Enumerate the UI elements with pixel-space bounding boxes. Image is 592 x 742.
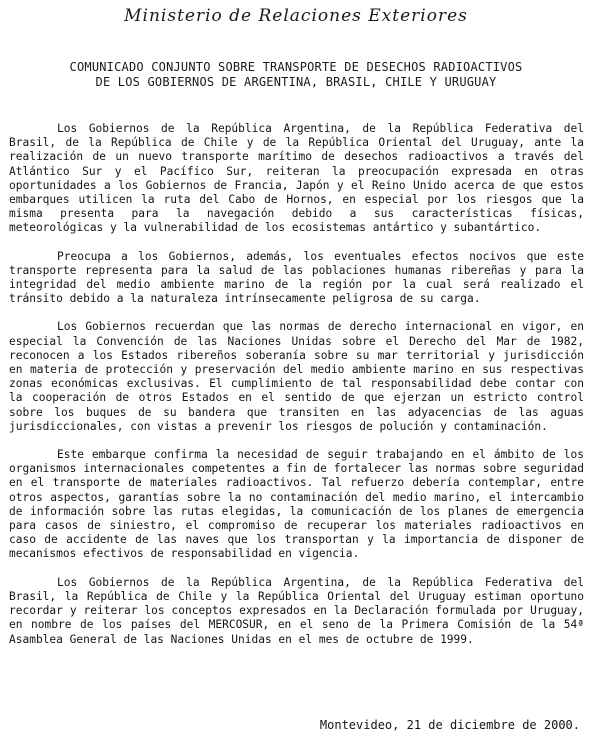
letterhead: Ministerio de Relaciones Exteriores — [124, 6, 468, 26]
paragraph-1: Los Gobiernos de la República Argentina, de la República Federativa del Brasil, de la República de Chile y de la República Oriental del Uruguay, ante la realización de un nuevo transporte marítimo de desechos radioactivos a través del Atlántico Sur y el Pacífico Sur, reiteran la preocupación expresada en otras oportunidades a los Gobiernos de Francia, Japón y el Reino Unido acerca de que estos embarques utilicen la ruta del Cabo de Hornos, en especial por los riesgos que la misma presenta para la navegación debido a sus características físicas, meteorológicas y la vulnerabilidad de los ecosistemas antártico y subantártico. — [9, 122, 584, 235]
paragraph-3: Los Gobiernos recuerdan que las normas de derecho internacional en vigor, en especial la Convención de las Naciones Unidas sobre el Derecho del Mar de 1982, reconocen a los Estados ribereños soberanía sobre su mar territorial y jurisdicción en materia de protección y preservación del medio ambiente marino en sus respectivas zonas económicas exclusivas. El cumplimiento de tal responsabilidad debe contar con la cooperación de otros Estados en el sentido de que ejerzan un estricto control sobre los buques de su bandera que transiten en las adyacencias de las aguas jurisdiccionales, con vistas a prevenir los riesgos de polución y contaminación. — [9, 320, 584, 433]
place-date: Montevideo, 21 de diciembre de 2000. — [319, 718, 580, 732]
paragraph-4: Este embarque confirma la necesidad de seguir trabajando en el ámbito de los organismos internacionales competentes a fin de fortalecer las normas sobre seguridad en el transporte de materiales radioactivos. Tal refuerzo debería contemplar, entre otros aspectos, garantías sobre la no contaminación del medio marino, el intercambio de información sobre las rutas elegidas, la comunicación de los planes de emergencia para casos de siniestro, el compromiso de recuperar los materiales radioactivos en caso de accidente de las naves que los transportan y la importancia de disponer de mecanismos efectivos de responsabilidad en vigencia. — [9, 448, 584, 561]
paragraph-5: Los Gobiernos de la República Argentina, de la República Federativa del Brasil, la República de Chile y la República Oriental del Uruguay estiman oportuno recordar y reiterar los conceptos expresados en la Declaración formulada por Uruguay, en nombre de los países del MERCOSUR, en el seno de la Primera Comisión de la 54ª Asamblea General de las Naciones Unidas en el mes de octubre de 1999. — [9, 575, 584, 646]
paragraph-2: Preocupa a los Gobiernos, además, los eventuales efectos nocivos que este transporte representa para la salud de las poblaciones humanas ribereñas y para la integridad del medio ambiente marino de la región por la cual será realizado el tránsito debido a la naturaleza intrínsecamente peligrosa de su carga. — [9, 249, 584, 306]
document-title — [40, 60, 552, 90]
document-body — [9, 122, 584, 661]
title-line-2: DE LOS GOBIERNOS DE ARGENTINA, BRASIL, CHILE Y URUGUAY — [95, 75, 497, 89]
title-line-1: COMUNICADO CONJUNTO SOBRE TRANSPORTE DE DESECHOS RADIOACTIVOS — [69, 60, 523, 74]
